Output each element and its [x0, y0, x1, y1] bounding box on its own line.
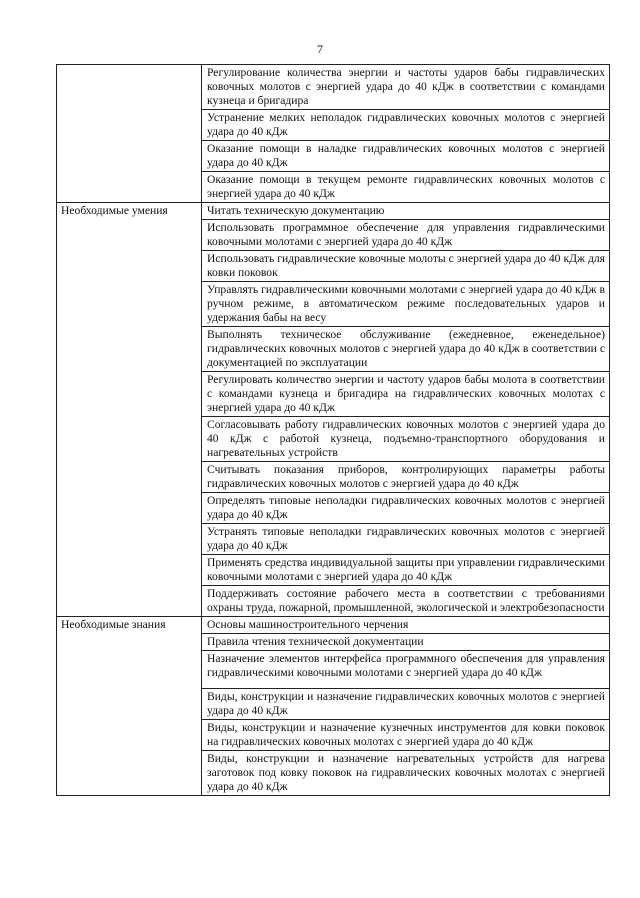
- description-cell: Устранение мелких неполадок гидравлических ковочных молотов с энергией удара до 40 кДж: [202, 110, 610, 141]
- description-cell: Определять типовые неполадки гидравлических ковочных молотов с энергией удара до 40 кДж: [202, 493, 610, 524]
- description-cell: Согласовывать работу гидравлических ковочных молотов с энергией удара до 40 кДж с работой кузнеца, подъемно-транспортного оборудования и нагревательных устройств: [202, 417, 610, 462]
- requirements-table: [56, 64, 610, 796]
- requirements-table-body: [57, 65, 610, 796]
- description-cell: Оказание помощи в текущем ремонте гидравлических ковочных молотов с энергией удара до 40 кДж: [202, 172, 610, 203]
- description-cell: Виды, конструкции и назначение гидравлических ковочных молотов с энергией удара до 40 кДж: [202, 689, 610, 720]
- table-row: [57, 203, 610, 220]
- table-row: [57, 617, 610, 634]
- description-cell: Регулирование количества энергии и частоты ударов бабы гидравлических ковочных молотов с энергией удара до 40 кДж в соответствии с командами кузнеца и бригадира: [202, 65, 610, 110]
- table-row: [57, 65, 610, 110]
- description-cell: Поддерживать состояние рабочего места в соответствии с требованиями охраны труда, пожарной, промышленной, экологической и электробезопасности: [202, 586, 610, 617]
- category-cell: [57, 65, 202, 203]
- description-cell: Основы машиностроительного черчения: [202, 617, 610, 634]
- description-cell: Устранять типовые неполадки гидравлических ковочных молотов с энергией удара до 40 кДж: [202, 524, 610, 555]
- description-cell: Управлять гидравлическими ковочными молотами с энергией удара до 40 кДж в ручном режиме, в автоматическом режиме последовательных ударов и удержания бабы на весу: [202, 282, 610, 327]
- page-number: 7: [317, 42, 323, 56]
- description-cell: Использовать гидравлические ковочные молоты с энергией удара до 40 кДж для ковки поковок: [202, 251, 610, 282]
- description-cell: Виды, конструкции и назначение нагревательных устройств для нагрева заготовок под ковку поковок на гидравлических ковочных молотах с энергией удара до 40 кДж: [202, 751, 610, 796]
- description-cell: Назначение элементов интерфейса программного обеспечения для управления гидравлическими ковочными молотами с энергией удара до 40 кДж: [202, 651, 610, 689]
- description-cell: Оказание помощи в наладке гидравлических ковочных молотов с энергией удара до 40 кДж: [202, 141, 610, 172]
- description-cell: Читать техническую документацию: [202, 203, 610, 220]
- description-cell: Применять средства индивидуальной защиты при управлении гидравлическими ковочными молотами с энергией удара до 40 кДж: [202, 555, 610, 586]
- category-cell: Необходимые умения: [57, 203, 202, 617]
- description-cell: Выполнять техническое обслуживание (ежедневное, еженедельное) гидравлических ковочных молотов с энергией удара до 40 кДж в соответствии с документацией по эксплуатации: [202, 327, 610, 372]
- category-cell: Необходимые знания: [57, 617, 202, 796]
- description-cell: Регулировать количество энергии и частоту ударов бабы молота в соответствии с командами кузнеца и бригадира на гидравлических ковочных молотах с энергией удара до 40 кДж: [202, 372, 610, 417]
- description-cell: Правила чтения технической документации: [202, 634, 610, 651]
- description-cell: Использовать программное обеспечение для управления гидравлическими ковочными молотами с энергией удара до 40 кДж: [202, 220, 610, 251]
- description-cell: Считывать показания приборов, контролирующих параметры работы гидравлических ковочных молотов с энергией удара до 40 кДж: [202, 462, 610, 493]
- description-cell: Виды, конструкции и назначение кузнечных инструментов для ковки поковок на гидравлических ковочных молотах с энергией удара до 40 кДж: [202, 720, 610, 751]
